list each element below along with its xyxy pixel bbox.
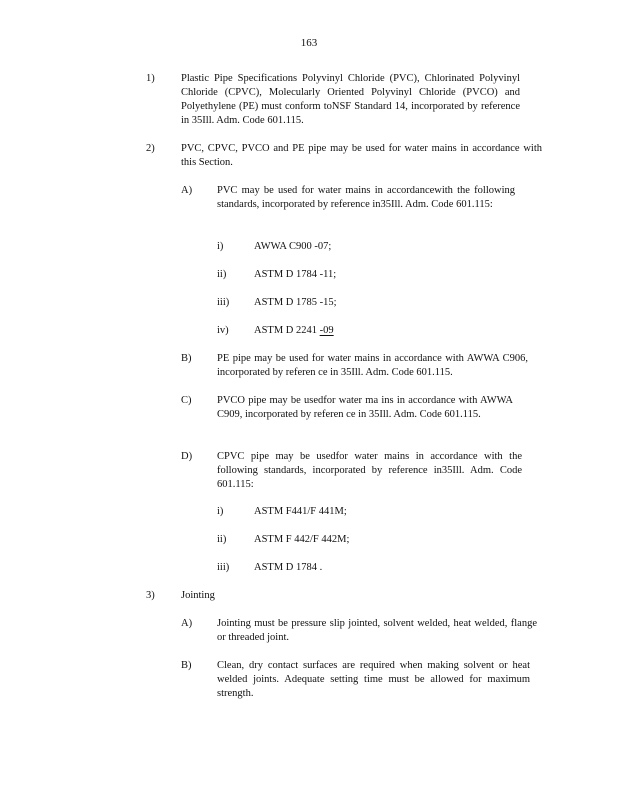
- item-2a-iv-text-main: ASTM D 2241: [254, 325, 320, 336]
- page-number: 163: [300, 37, 318, 49]
- item-2a-ii-marker: ii): [217, 269, 227, 280]
- item-3-marker: 3): [146, 590, 155, 601]
- item-3a-text: Jointing must be pressure slip jointed, solvent welded, heat welded, flange or threaded joint.: [217, 618, 537, 643]
- item-2a-iii-marker: iii): [217, 297, 230, 308]
- item-2a-iv-marker: iv): [217, 325, 229, 336]
- item-2d-text: CPVC pipe may be usedfor water mains in accordance with the following standards, incorporated by reference in35Ill. Adm. Code 601.115:: [217, 451, 522, 490]
- item-2a-text: PVC may be used for water mains in accordancewith the following standards, incorporated by reference in35Ill. Adm. Code 601.115:: [217, 185, 515, 210]
- item-2d-iii-marker: iii): [217, 562, 230, 573]
- item-2a-iv-underlined-year: -09: [319, 325, 334, 336]
- item-2b-text: PE pipe may be used for water mains in accordance with AWWA C906, incorporated by referen ce in 35Ill. Adm. Code 601.115.: [217, 353, 528, 378]
- item-2a-iii-text: ASTM D 1785 -15;: [254, 297, 337, 308]
- item-2c-marker: C): [181, 395, 192, 406]
- item-3a-marker: A): [181, 618, 193, 629]
- item-2d-i-text: ASTM F441/F 441M;: [254, 506, 347, 517]
- item-2b-marker: B): [181, 353, 192, 364]
- item-2a-i-marker: i): [217, 241, 224, 252]
- item-2-text: PVC, CPVC, PVCO and PE pipe may be used for water mains in accordance with this Section.: [181, 143, 542, 168]
- item-3b-text: Clean, dry contact surfaces are required when making solvent or heat welded joints. Adequate setting time must be allowed for maximum strength.: [217, 660, 530, 699]
- item-1-marker: 1): [146, 73, 155, 84]
- item-2a-ii-text: ASTM D 1784 -11;: [254, 269, 337, 280]
- item-2a-marker: A): [181, 185, 193, 196]
- item-2d-iii-text: ASTM D 1784 .: [254, 562, 323, 573]
- item-2a-i-text: AWWA C900 -07;: [254, 241, 332, 252]
- item-2-marker: 2): [146, 143, 155, 154]
- item-2d-i-marker: i): [217, 506, 224, 517]
- item-3b-marker: B): [181, 660, 192, 671]
- item-2d-ii-text: ASTM F 442/F 442M;: [254, 534, 350, 545]
- item-3-heading: Jointing: [181, 590, 215, 601]
- item-2a-iv-text: [254, 324, 334, 338]
- item-1-text: Plastic Pipe Specifications Polyvinyl Chloride (PVC), Chlorinated Polyvinyl Chloride (CPVC), Molecularly Oriented Polyvinyl Chloride (PVCO) and Polyethylene (PE) must conform toNSF Standard 14, incorporated by reference in 35Ill. Adm. Code 601.115.: [181, 73, 520, 126]
- item-2d-ii-marker: ii): [217, 534, 227, 545]
- item-2d-marker: D): [181, 451, 193, 462]
- item-2c-text: PVCO pipe may be usedfor water ma ins in accordance with AWWA C909, incorporated by referen ce in 35Ill. Adm. Code 601.115.: [217, 395, 513, 420]
